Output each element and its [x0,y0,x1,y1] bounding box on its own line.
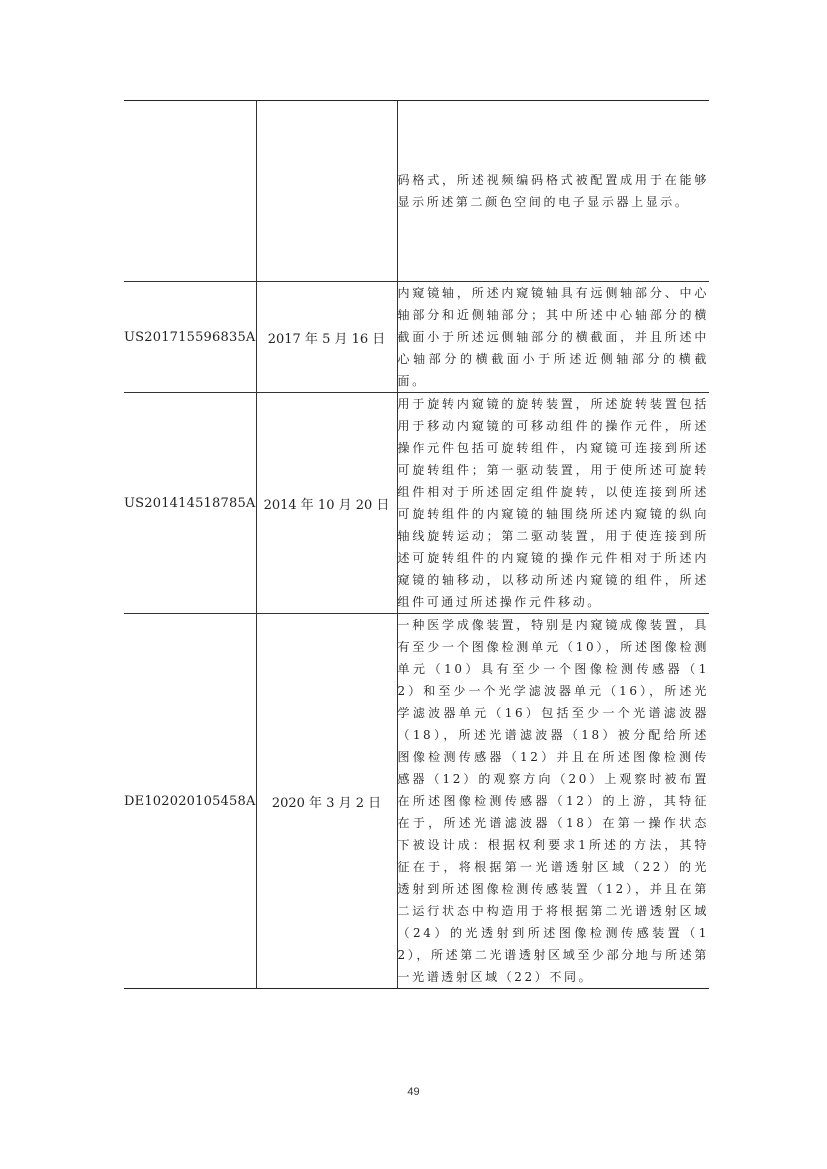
table-row [124,614,709,989]
table-row [124,282,709,393]
priority-date-cell: 2017 年 5 月 16 日 [256,282,397,393]
patent-number-cell: US201414518785A [124,393,256,614]
table-row [124,101,709,282]
priority-date-cell: 2020 年 3 月 2 日 [256,614,397,989]
table-row [124,393,709,614]
priority-date-cell: 2014 年 10 月 20 日 [256,393,397,614]
patent-number-cell: DE102020105458A [124,614,256,989]
patent-description-cell: 码格式，所述视频编码格式被配置成用于在能够显示所述第二颜色空间的电子显示器上显示。 [397,101,709,282]
patent-description-cell: 一种医学成像装置，特别是内窥镜成像装置，具有至少一个图像检测单元（10），所述图像检测单元（10）具有至少一个图像检测传感器（12）和至少一个光学滤波器单元（16），所述光学滤波器单元（16）包括至少一个光谱滤波器（18），所述光谱滤波器（18）被分配给所述图像检测传感器（12）并且在所述图像检测传感器（12）的观察方向（20）上观察时被布置在所述图像检测传感器（12）的上游，其特征在于，所述光谱滤波器（18）在第一操作状态下被设计成：根据权利要求1所述的方法，其特征在于，将根据第一光谱透射区域（22）的光透射到所述图像检测传感装置（12），并且在第二运行状态中构造用于将根据第二光谱透射区域（24）的光透射到所述图像检测传感装置（12），所述第二光谱透射区域至少部分地与所述第一光谱透射区域（22）不同。 [397,614,709,989]
patent-number-cell: US201715596835A [124,282,256,393]
page-number: 49 [407,1086,420,1098]
patent-description-cell: 内窥镜轴，所述内窥镜轴具有远侧轴部分、中心轴部分和近侧轴部分；其中所述中心轴部分的横截面小于所述远侧轴部分的横截面，并且所述中心轴部分的横截面小于所述近侧轴部分的横截面。 [397,282,709,393]
priority-date-cell [256,101,397,282]
patent-table [124,100,709,989]
patent-number-cell [124,101,256,282]
patent-description-cell: 用于旋转内窥镜的旋转装置，所述旋转装置包括用于移动内窥镜的可移动组件的操作元件，所述操作元件包括可旋转组件，内窥镜可连接到所述可旋转组件；第一驱动装置，用于使所述可旋转组件相对于所述固定组件旋转，以使连接到所述可旋转组件的内窥镜的轴围绕所述内窥镜的纵向轴线旋转运动；第二驱动装置，用于使连接到所述可旋转组件的内窥镜的操作元件相对于所述内窥镜的轴移动，以移动所述内窥镜的组件，所述组件可通过所述操作元件移动。 [397,393,709,614]
